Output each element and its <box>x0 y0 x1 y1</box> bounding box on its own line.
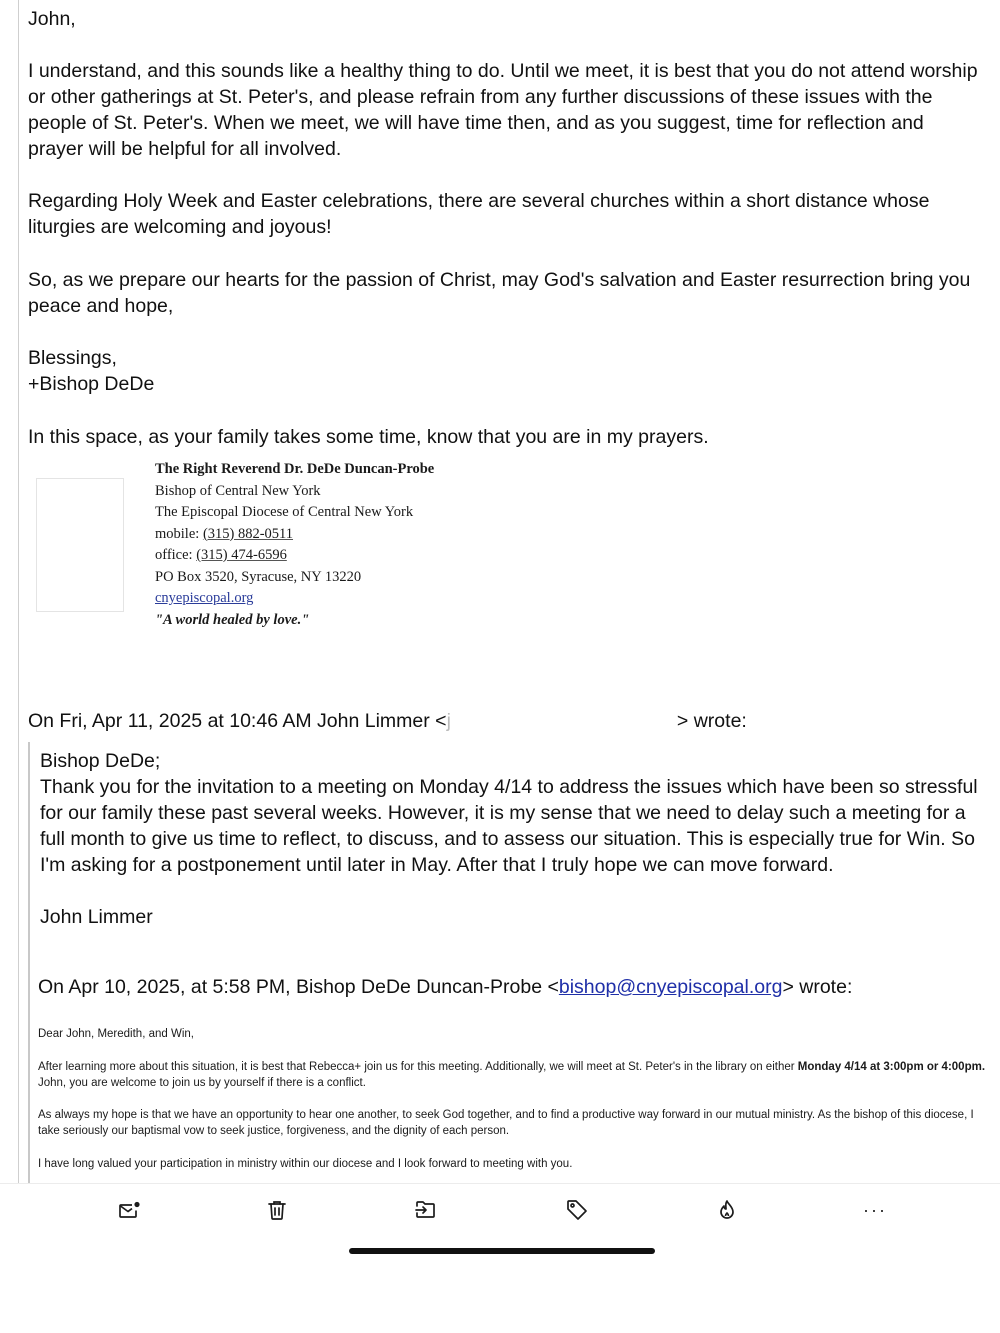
reply-paragraph-2: Regarding Holy Week and Easter celebrations, there are several churches within a short distance whose liturgies are welcoming and joyous! <box>28 190 930 238</box>
quoted-2-paragraph-2: As always my hope is that we have an opportunity to hear one another, to seek God together, and to find a productive way forward in our mutual ministry. As the bishop of this diocese, I take seriously our baptismal vow to seek justice, forgiveness, and the dignity of each person. <box>38 1109 974 1137</box>
reply-paragraph-3: So, as we prepare our hearts for the passion of Christ, may God's salvation and Easter resurrection bring you peace and hope, <box>28 269 971 317</box>
reply-paragraph-1: I understand, and this sounds like a healthy thing to do. Until we meet, it is best that you do not attend worship or other gatherings at St. Peter's, and please refrain from any further discussions of these issues with the people of St. Peter's. When we meet, we will have time then, and as you suggest, time for reflection and prayer will be helpful for all involved. <box>28 60 978 160</box>
signature-title: Bishop of Central New York <box>155 482 321 499</box>
quoted-header-1-partial-email: j <box>446 710 451 732</box>
more-button[interactable] <box>855 1190 895 1230</box>
flag-button[interactable] <box>707 1190 747 1230</box>
signature-address: PO Box 3520, Syracuse, NY 13220 <box>155 568 362 585</box>
quoted-2-p1-start: After learning more about this situation, it is best that Rebecca+ join us for this meeting. Additionally, we will meet at St. Peter's in the library on either <box>38 1061 798 1073</box>
quoted-2-p1-end: John, you are welcome to join us by yourself if there is a conflict. <box>38 1077 366 1089</box>
quoted-header-1 <box>28 708 747 734</box>
signature-name: The Right Reverend Dr. DeDe Duncan-Probe <box>155 461 435 477</box>
flag-icon <box>715 1198 739 1222</box>
website-link[interactable]: cnyepiscopal.org <box>155 590 254 606</box>
more-icon: ··· <box>863 1200 887 1220</box>
signoff: +Bishop DeDe <box>28 373 155 395</box>
quoted-2-paragraph-3: I have long valued your participation in ministry within our diocese and I look forward to meeting with you. <box>38 1158 573 1170</box>
tag-button[interactable] <box>557 1190 597 1230</box>
toolbar-separator <box>0 1183 1000 1184</box>
delete-button[interactable] <box>257 1190 297 1230</box>
quoted-1-salutation: Bishop DeDe; <box>40 750 161 772</box>
quoted-1-signature: John Limmer <box>40 906 153 928</box>
signature-office <box>155 545 445 567</box>
mobile-label: mobile: <box>155 525 203 542</box>
quoted-header-2-suffix: > wrote: <box>782 976 853 998</box>
bottom-toolbar <box>0 1190 1000 1230</box>
left-border <box>18 0 19 1183</box>
quoted-header-1-prefix: On Fri, Apr 11, 2025 at 10:46 AM John Limmer < <box>28 710 447 732</box>
signature-org: The Episcopal Diocese of Central New York <box>155 504 414 520</box>
signature-mobile <box>155 524 445 546</box>
quoted-2-salutation: Dear John, Meredith, and Win, <box>38 1028 194 1040</box>
mark-unread-button[interactable] <box>109 1190 149 1230</box>
office-label: office: <box>155 547 197 563</box>
mark-unread-icon <box>117 1198 141 1222</box>
signature-motto: "A world healed by love." <box>155 611 310 628</box>
email-signature <box>155 459 445 631</box>
mobile-phone-link[interactable]: (315) 882-0511 <box>202 525 294 542</box>
trash-icon <box>265 1198 289 1222</box>
office-phone-link[interactable]: (315) 474-6596 <box>196 547 287 563</box>
bishop-email-link[interactable]: bishop@cnyepiscopal.org <box>558 976 783 998</box>
quoted-header-1-suffix: > wrote: <box>676 710 747 732</box>
postscript: In this space, as your family takes some time, know that you are in my prayers. <box>28 426 709 448</box>
move-button[interactable] <box>406 1190 446 1230</box>
closing: Blessings, <box>28 347 117 369</box>
move-to-folder-icon <box>414 1198 438 1222</box>
tag-icon <box>565 1198 589 1222</box>
quoted-2-p1-bold: Monday 4/14 at 3:00pm or 4:00pm. <box>797 1061 986 1073</box>
quoted-1-body: Thank you for the invitation to a meeting on Monday 4/14 to address the issues which have been so stressful for our family these past several weeks. However, it is my sense that we need to delay such a meeting for a full month to give us time to reflect, to discuss, and to assess our situation. This is especially true for Win. So I'm asking for a postponement until later in May. After that I truly hope we can move forward. <box>40 776 978 876</box>
quoted-header-2-prefix: On Apr 10, 2025, at 5:58 PM, Bishop DeDe Duncan-Probe < <box>38 976 559 998</box>
greeting: John, <box>28 8 76 30</box>
home-indicator[interactable] <box>349 1248 655 1254</box>
quoted-header-2 <box>38 974 852 1000</box>
quoted-2-paragraph-1 <box>38 1059 988 1091</box>
signature-image-placeholder <box>36 478 124 612</box>
